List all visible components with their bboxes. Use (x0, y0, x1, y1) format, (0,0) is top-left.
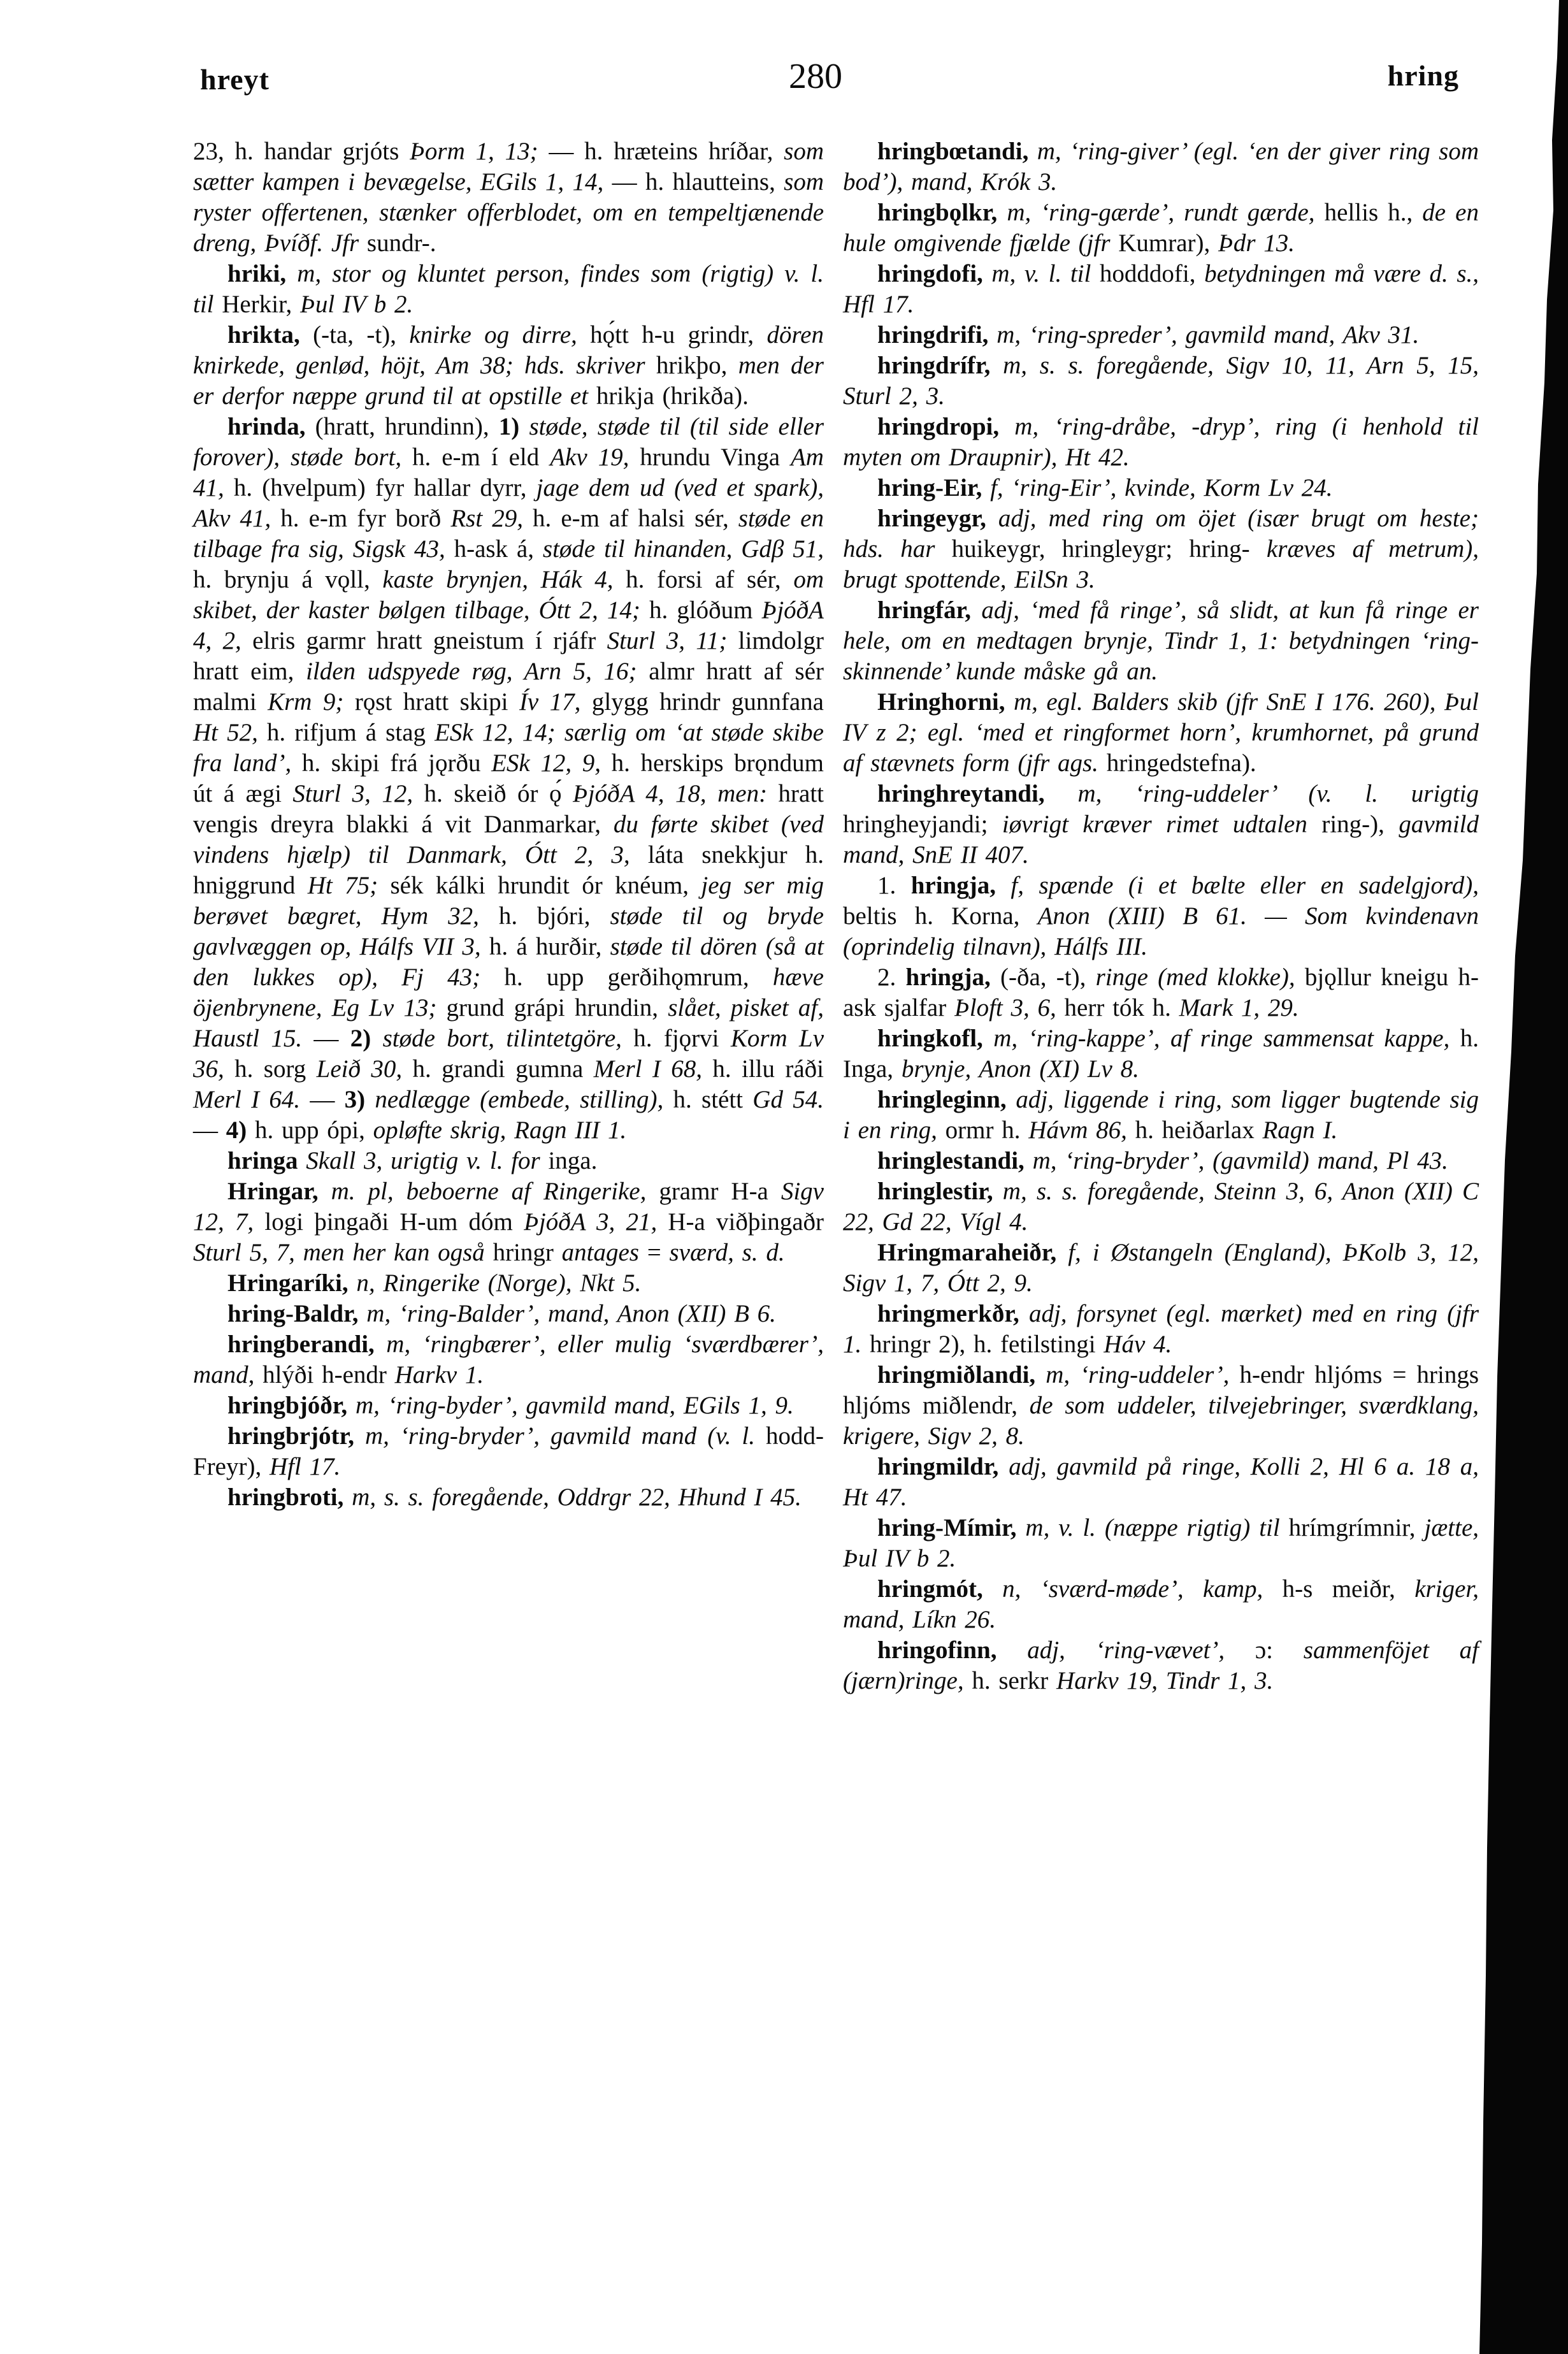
column-left (193, 136, 824, 1513)
entry-hringmildr: hringmildr, adj, gavmild på ringe, Kolli 2, Hl 6 a. 18 a, Ht 47. (843, 1453, 1479, 1511)
entry-hringmerkdr: hringmerkðr, adj, forsynet (egl. mærket) med en ring (jfr 1. hringr 2), h. fetilstingi Háv 4. (843, 1300, 1479, 1358)
entry-hringhorni: Hringhorni, m, egl. Balders skib (jfr SnE I 176. 260), Þul IV z 2; egl. ‘med et ringformet horn’, krumhornet, på grund af stævnets form (jfr ags. hringedstefna). (843, 688, 1479, 777)
header-left-keyword: hreyt (200, 63, 270, 96)
entry-hring-baldr: hring-Baldr, m, ‘ring-Balder’, mand, Anon (XII) B 6. (227, 1300, 776, 1327)
entry-hringbroti: hringbroti, m, s. s. foregående, Oddrgr 22, Hhund I 45. (227, 1484, 802, 1511)
entry-hringja-1: 1. hringja, f, spænde (i et bælte eller en sadelgjord), beltis h. Korna, Anon (XIII) B 61. — Som kvindenavn (oprindelig tilnavn), Hálfs III. (843, 872, 1479, 960)
entry-hringdropi: hringdropi, m, ‘ring-dråbe, -dryp’, ring (i henhold til myten om Draupnir), Ht 42. (843, 413, 1479, 471)
entry-hringariki: Hringaríki, n, Ringerike (Norge), Nkt 5. (227, 1269, 642, 1297)
entry-hring-mimir: hring-Mímir, m, v. l. (næppe rigtig) til hrímgrímnir, jætte, Þul IV b 2. (843, 1514, 1479, 1572)
entry-hringberandi: hringberandi, m, ‘ringbærer’, eller mulig ‘sværdbærer’, mand, hlýði h-endr Harkv 1. (193, 1331, 824, 1389)
entry-hringleginn: hringleginn, adj, liggende i ring, som ligger bugtende sig i en ring, ormr h. Hávm 86, h. heiðarlax Ragn I. (843, 1086, 1479, 1144)
page-number: 280 (789, 57, 842, 96)
entry-hringboetandi: hringbœtandi, m, ‘ring-giver’ (egl. ‘en der giver ring som bod’), mand, Krók 3. (843, 138, 1479, 196)
entry-hringdofi: hringdofi, m, v. l. til hodddofi, betydningen må være d. s., Hfl 17. (843, 260, 1479, 318)
entry-hringfar: hringfár, adj, ‘med få ringe’, så slidt, at kun få ringe er hele, om en medtagen brynje, Tindr 1, 1: betydningen ‘ring-skinnende’ kunde måske gå an. (843, 596, 1479, 685)
entry-hrikta: hrikta, (-ta, -t), knirke og dirre, hǫ́tt h-u grindr, dören knirkede, genlød, höjt, Am 38; hds. skriver hrikþo, men der er derfor næppe grund til at opstille et hrikja (hrikða). (193, 321, 824, 410)
entry-hring-eir: hring-Eir, f, ‘ring-Eir’, kvinde, Korm Lv 24. (877, 474, 1333, 502)
entry-hringkofl: hringkofl, m, ‘ring-kappe’, af ringe sammensat kappe, h. Inga, brynje, Anon (XI) Lv 8. (843, 1025, 1479, 1083)
entry-hringmaraheidr: Hringmaraheiðr, f, i Østangeln (England), ÞKolb 3, 12, Sigv 1, 7, Ótt 2, 9. (843, 1239, 1479, 1297)
entry-hringa: hringa Skall 3, urigtig v. l. for inga. (227, 1147, 598, 1174)
entry-hringhreytandi: hringhreytandi, m, ‘ring-uddeler’ (v. l. urigtig hringheyjandi; iøvrigt kræver rimet udtalen ring-), gavmild mand, SnE II 407. (843, 780, 1479, 869)
entry-hringmidlandi: hringmiðlandi, m, ‘ring-uddeler’, h-endr hljóms = hrings hljóms miðlendr, de som uddeler, tilvejebringer, sværdklang, krigere, Sigv 2, 8. (843, 1361, 1479, 1450)
entry-hringlestandi: hringlestandi, m, ‘ring-bryder’, (gavmild) mand, Pl 43. (877, 1147, 1448, 1174)
entry-hringdrifi: hringdrifi, m, ‘ring-spreder’, gavmild mand, Akv 31. (877, 321, 1420, 349)
entry-hringeygr: hringeygr, adj, med ring om öjet (især brugt om heste; hds. har huikeygr, hringleygr; hring- kræves af metrum), brugt spottende, EilSn 3. (843, 505, 1479, 593)
entry-hringofinn: hringofinn, adj, ‘ring-vævet’, ɔ: sammenföjet af (jærn)ringe, h. serkr Harkv 19, Tindr 1, 3. (843, 1636, 1479, 1694)
entry-hriki: hriki, m, stor og kluntet person, findes som (rigtig) v. l. til Herkir, Þul IV b 2. (193, 260, 824, 318)
entry-hringmot: hringmót, n, ‘sværd-møde’, kamp, h-s meiðr, kriger, mand, Líkn 26. (843, 1575, 1479, 1633)
entry-hrinda: hrinda, (hratt, hrundinn), 1) støde, støde til (til side eller forover), støde bort, h. e-m í eld Akv 19, hrundu Vinga Am 41, h. (hvelpum) fyr hallar dyrr, jage dem ud (ved et spark), Akv 41, h. e-m fyr borð Rst 29, h. e-m af halsi sér, støde en tilbage fra sig, Sigsk 43, h-ask á, støde til hinanden, Gdβ 51, h. brynju á vǫll, kaste brynjen, Hák 4, h. forsi af sér, om skibet, der kaster bølgen tilbage, Ótt 2, 14; h. glóðum ÞjóðA 4, 2, elris garmr hratt gneistum í rjáfr Sturl 3, 11; limdolgr hratt eim, ilden udspyede røg, Arn 5, 16; almr hratt af sér malmi Krm 9; rǫst hratt skipi Ív 17, glygg hrindr gunnfana Ht 52, h. rifjum á stag ESk 12, 14; særlig om ‘at støde skibe fra land’, h. skipi frá jǫrðu ESk 12, 9, h. herskips brǫndum út á ægi Sturl 3, 12, h. skeið ór ǫ́ ÞjóðA 4, 18, men: hratt vengis dreyra blakki á vit Danmarkar, du førte skibet (ved vindens hjælp) til Danmark, Ótt 2, 3, láta snekkjur h. hniggrund Ht 75; sék kálki hrundit ór knéum, jeg ser mig berøvet bægret, Hym 32, h. bjóri, støde til og bryde gavlvæggen op, Hálfs VII 3, h. á hurðir, støde til dören (så at den lukkes op), Fj 43; h. upp gerðihǫmrum, hæve öjenbrynene, Eg Lv 13; grund grápi hrundin, slået, pisket af, Haustl 15. — 2) støde bort, tilintetgöre, h. fjǫrvi Korm Lv 36, h. sorg Leið 30, h. grandi gumna Merl I 68, h. illu ráði Merl I 64. — 3) nedlægge (embede, stilling), h. stétt Gd 54. — 4) h. upp ópi, opløfte skrig, Ragn III 1. (193, 413, 824, 1144)
entry-hreyta-continuation: 23, h. handar grjóts Þorm 1, 13; — h. hræteins hríðar, som sætter kampen i bevægelse, EGils 1, 14, — h. hlautteins, som ryster offertenen, stænker offerblodet, om en tempeltjænende dreng, Þvíðf. Jfr sundr-. (193, 138, 824, 257)
entry-hringlestir: hringlestir, m, s. s. foregående, Steinn 3, 6, Anon (XII) C 22, Gd 22, Vígl 4. (843, 1178, 1479, 1236)
header-right-keyword: hring (1387, 59, 1459, 92)
entry-hringdrifr: hringdrífr, m, s. s. foregående, Sigv 10, 11, Arn 5, 15, Sturl 2, 3. (843, 352, 1479, 410)
running-head (0, 59, 1568, 103)
entry-hringar: Hringar, m. pl, beboerne af Ringerike, gramr H-a Sigv 12, 7, logi þingaði H-um dóm ÞjóðA 3, 21, H-a viðþingaðr Sturl 5, 7, men her kan også hringr antages = sværd, s. d. (193, 1178, 824, 1266)
entry-hringja-2: 2. hringja, (-ða, -t), ringe (med klokke), bjǫllur kneigu h-ask sjalfar Þloft 3, 6, herr tók h. Mark 1, 29. (843, 964, 1479, 1022)
column-right (843, 136, 1479, 1696)
entry-hringbolkr: hringbǫlkr, m, ‘ring-gærde’, rundt gærde, hellis h., de en hule omgivende fjælde (jfr Kumrar), Þdr 13. (843, 199, 1479, 257)
entry-hringbrjotr: hringbrjótr, m, ‘ring-bryder’, gavmild mand (v. l. hodd-Freyr), Hfl 17. (193, 1422, 824, 1480)
entry-hringbjodr: hringbjóðr, m, ‘ring-byder’, gavmild mand, EGils 1, 9. (227, 1392, 794, 1419)
